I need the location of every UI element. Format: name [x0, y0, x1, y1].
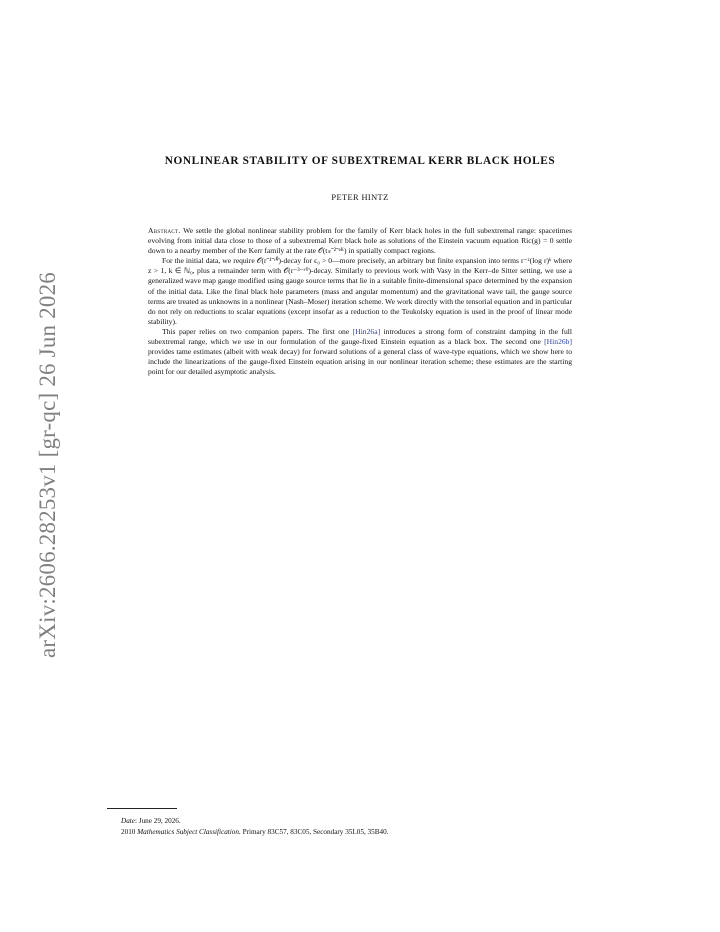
abstract-label: Abstract. — [148, 226, 181, 235]
footnote-divider — [107, 808, 177, 809]
citation-link-hin26a[interactable]: [Hin26a] — [352, 326, 381, 336]
abstract-paragraph-2: For the initial data, we require 𝒪(r⁻¹⁻ᵋ⁰)-decay for ϵ₀ > 0—more precisely, an arbitrary but finite expansion into terms r⁻ᶻ(log r)ᵏ where z > 1, k ∈ ℕ₀, plus a remainder term with 𝒪(r⁻³⁻ᵋ⁰)-decay. Similarly to previous work with Vasy in the Kerr–de Sitter setting, we use a generalized wave map gauge modified using gauge source terms that lie in a suitable finite-dimensional space determined by the expansion of the initial data. Like the final black hole parameters (mass and angular momentum) and the gravitational wave tail, the gauge source terms are treated as unknowns in a nonlinear (Nash–Moser) iteration scheme. We work directly with the tensorial equation and in particular do not rely on reductions to scalar equations (except insofar as a reduction to the Teukolsky equation is used in the proof of linear mode stability). — [148, 256, 572, 326]
abstract-paragraph-3 — [148, 327, 572, 377]
paper-author: PETER HINTZ — [331, 193, 389, 202]
citation-link-hin26b[interactable]: [Hin26b] — [544, 337, 572, 347]
abstract — [148, 226, 572, 377]
abstract-text-3a: This paper relies on two companion papers. The first one — [162, 326, 353, 336]
footnotes — [121, 816, 621, 838]
paper-title: NONLINEAR STABILITY OF SUBEXTREMAL KERR BLACK HOLES — [164, 155, 556, 167]
footnote-msc — [121, 827, 621, 838]
footnote-msc-label: Mathematics Subject Classification. — [137, 828, 241, 836]
abstract-paragraph-1 — [148, 226, 572, 256]
footnote-msc-prefix: 2010 — [121, 828, 138, 836]
abstract-text-3b: introduces a strong form of constraint damping in the full subextremal range, which we use in our formulation of the gauge-fixed Einstein equation as a black box. The second one — [148, 326, 572, 347]
footnote-msc-value: Primary 83C57, 83C05, Secondary 35L05, 35B40. — [240, 828, 389, 836]
footnote-date-value: : June 29, 2026. — [134, 817, 181, 825]
footnote-date-label: Date — [121, 817, 135, 825]
abstract-text-3c: provides tame estimates (albeit with weak decay) for forward solutions of a general class of wave-type equations, which we show here to include the linearizations of the gauge-fixed Einstein equation arising in our nonlinear iteration scheme; these estimates are the starting point for our detailed asymptotic analysis. — [148, 347, 572, 377]
arxiv-identifier-stamp — [28, 265, 68, 665]
abstract-text-1: We settle the global nonlinear stability problem for the family of Kerr black holes in the full subextremal range: spacetimes evolving from initial data close to those of a subextremal Kerr black hole as solutions of the Einstein vacuum equation Ric(g) = 0 settle down to a nearby member of the Kerr family at the rate 𝒪(t⁎⁻²⁻ᵉᴷ) in spatially compact regions. — [148, 226, 572, 256]
footnote-date — [121, 816, 621, 827]
arxiv-identifier-text: arXiv:2606.28253v1 [gr-qc] 26 Jun 2026 — [35, 272, 61, 658]
